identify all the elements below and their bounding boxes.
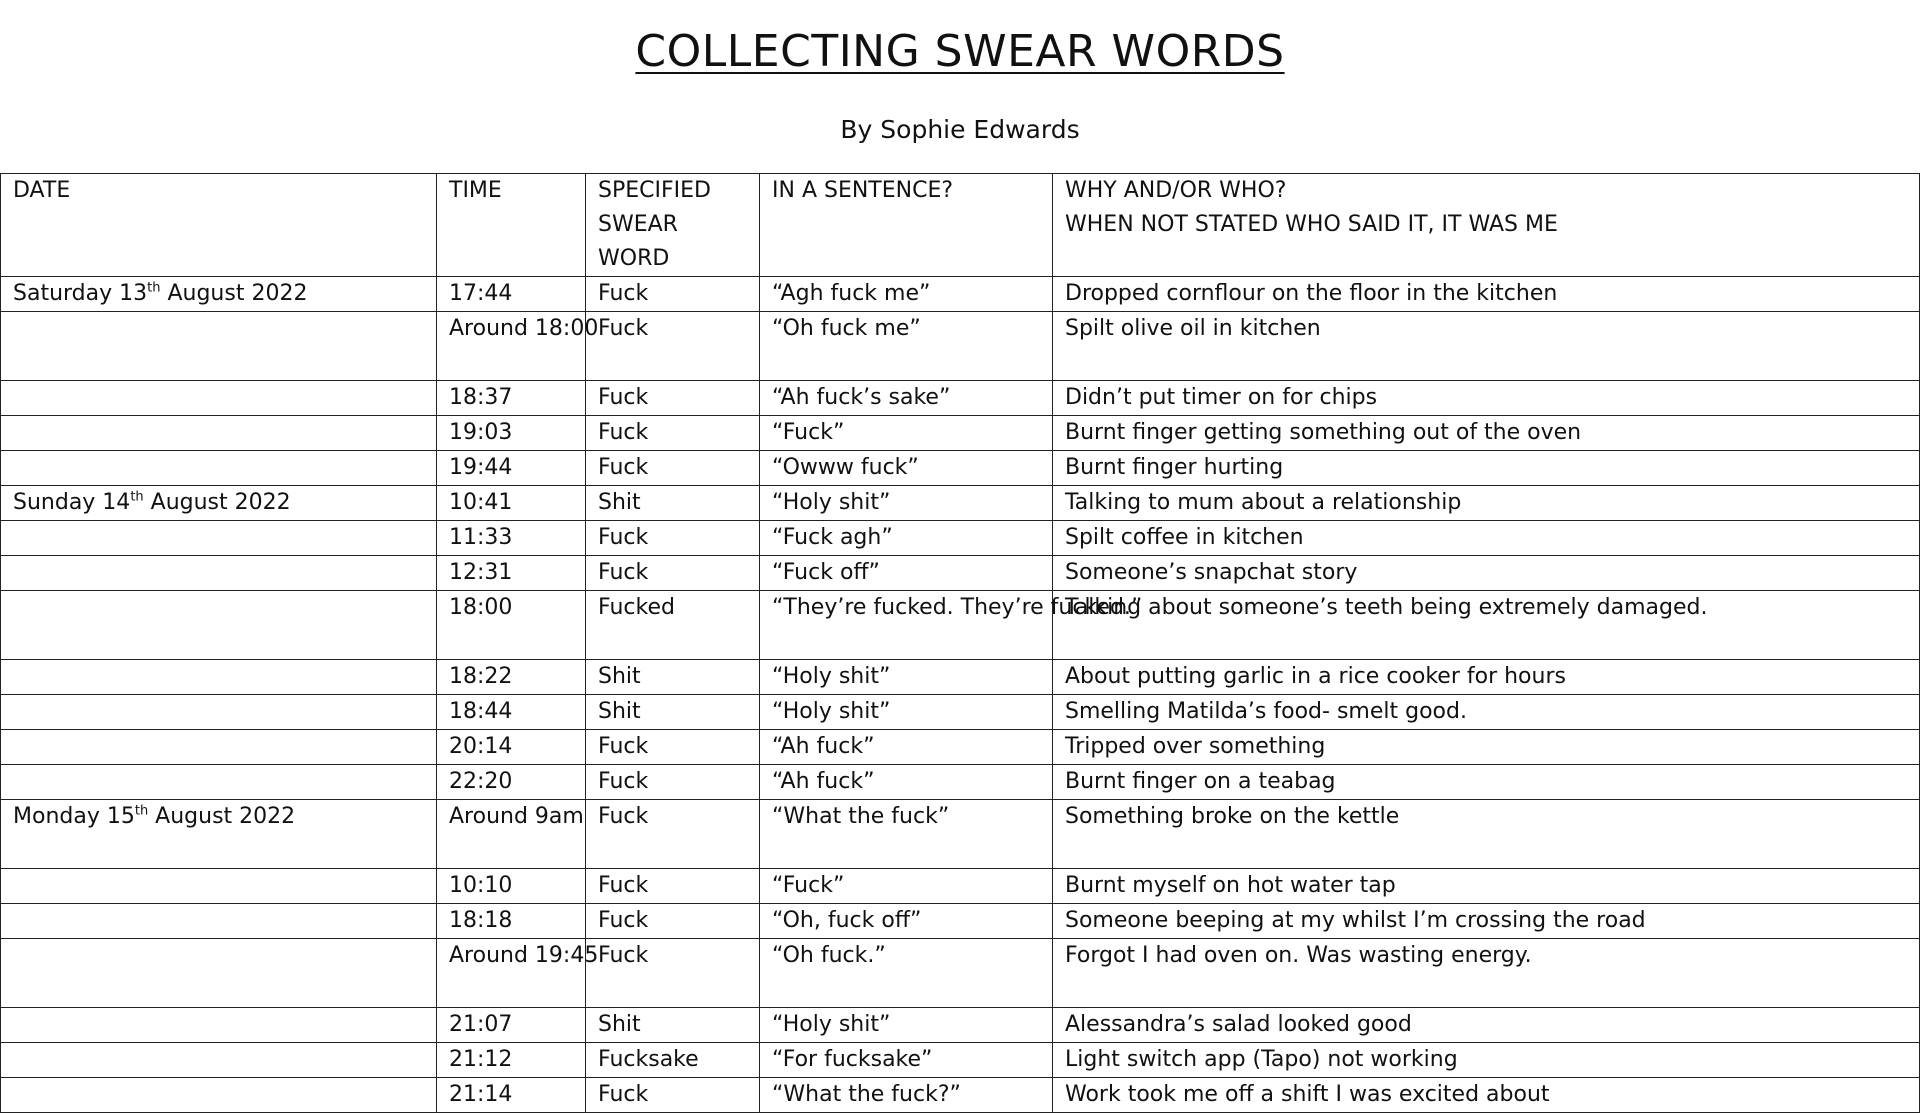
table-row [1, 939, 1920, 1008]
date-cell: Monday 15th August 2022 [1, 800, 437, 869]
document-title: COLLECTING SWEAR WORDS [635, 26, 1285, 77]
time-cell: Around 9am [437, 800, 586, 869]
time-cell: 18:22 [437, 660, 586, 695]
sentence-cell: “What the fuck” [760, 800, 1053, 869]
sentence-cell: “Holy shit” [760, 1008, 1053, 1043]
why-cell: Light switch app (Tapo) not working [1053, 1043, 1920, 1078]
word-cell: Fuck [586, 904, 760, 939]
word-cell: Fuck [586, 1078, 760, 1113]
table-header-row [1, 174, 1920, 277]
sentence-cell: “What the fuck?” [760, 1078, 1053, 1113]
sentence-cell: “Holy shit” [760, 695, 1053, 730]
sentence-cell: “Fuck off” [760, 556, 1053, 591]
why-cell: Spilt coffee in kitchen [1053, 521, 1920, 556]
word-cell: Fuck [586, 277, 760, 312]
sentence-cell: “For fucksake” [760, 1043, 1053, 1078]
word-cell: Fuck [586, 381, 760, 416]
sentence-cell: “Agh fuck me” [760, 277, 1053, 312]
sentence-cell: “Ah fuck’s sake” [760, 381, 1053, 416]
why-cell: Spilt olive oil in kitchen [1053, 312, 1920, 381]
sentence-cell: “Fuck” [760, 416, 1053, 451]
sentence-cell: “Fuck” [760, 869, 1053, 904]
time-cell: Around 19:45 [437, 939, 586, 1008]
table-row [1, 381, 1920, 416]
why-cell: Didn’t put timer on for chips [1053, 381, 1920, 416]
why-cell: Talking about someone’s teeth being extremely damaged. [1053, 591, 1920, 660]
time-cell: 18:37 [437, 381, 586, 416]
date-cell: Sunday 14th August 2022 [1, 486, 437, 521]
time-cell: Around 18:00 [437, 312, 586, 381]
word-cell: Fuck [586, 312, 760, 381]
word-cell: Shit [586, 486, 760, 521]
time-cell: 18:44 [437, 695, 586, 730]
table-row [1, 277, 1920, 312]
header-in-a-sentence: IN A SENTENCE? [760, 174, 1053, 277]
time-cell: 19:44 [437, 451, 586, 486]
date-cell [1, 1078, 437, 1113]
date-cell [1, 904, 437, 939]
why-cell: Burnt finger getting something out of the oven [1053, 416, 1920, 451]
why-cell: Alessandra’s salad looked good [1053, 1008, 1920, 1043]
header-why-and-or-who [1053, 174, 1920, 277]
sentence-cell: “Owww fuck” [760, 451, 1053, 486]
word-cell: Shit [586, 695, 760, 730]
table-row [1, 800, 1920, 869]
word-cell: Fuck [586, 939, 760, 1008]
word-cell: Fuck [586, 556, 760, 591]
time-cell: 20:14 [437, 730, 586, 765]
time-cell: 21:07 [437, 1008, 586, 1043]
time-cell: 18:00 [437, 591, 586, 660]
word-cell: Fuck [586, 416, 760, 451]
why-cell: About putting garlic in a rice cooker for hours [1053, 660, 1920, 695]
table-row [1, 312, 1920, 381]
table-row [1, 660, 1920, 695]
table-row [1, 1043, 1920, 1078]
header-why-line-1: WHY AND/OR WHO? [1065, 178, 1287, 203]
why-cell: Someone beeping at my whilst I’m crossing the road [1053, 904, 1920, 939]
sentence-cell: “Ah fuck” [760, 730, 1053, 765]
swear-word-log-table [0, 173, 1920, 1113]
date-cell: Saturday 13th August 2022 [1, 277, 437, 312]
word-cell: Fucked [586, 591, 760, 660]
table-row [1, 1078, 1920, 1113]
time-cell: 11:33 [437, 521, 586, 556]
sentence-cell: “Fuck agh” [760, 521, 1053, 556]
word-cell: Fucksake [586, 1043, 760, 1078]
word-cell: Fuck [586, 869, 760, 904]
word-cell: Shit [586, 1008, 760, 1043]
date-cell [1, 730, 437, 765]
date-cell [1, 381, 437, 416]
date-cell [1, 521, 437, 556]
date-cell [1, 765, 437, 800]
table-row [1, 486, 1920, 521]
table-row [1, 521, 1920, 556]
date-cell [1, 660, 437, 695]
why-cell: Work took me off a shift I was excited about [1053, 1078, 1920, 1113]
date-cell [1, 695, 437, 730]
sentence-cell: “Ah fuck” [760, 765, 1053, 800]
why-cell: Burnt finger on a teabag [1053, 765, 1920, 800]
word-cell: Fuck [586, 765, 760, 800]
date-cell [1, 556, 437, 591]
table-row [1, 904, 1920, 939]
date-cell [1, 591, 437, 660]
word-cell: Fuck [586, 521, 760, 556]
why-cell: Burnt myself on hot water tap [1053, 869, 1920, 904]
why-cell: Dropped cornflour on the floor in the kitchen [1053, 277, 1920, 312]
table-row [1, 765, 1920, 800]
time-cell: 22:20 [437, 765, 586, 800]
table-row [1, 695, 1920, 730]
date-cell [1, 869, 437, 904]
sentence-cell: “Holy shit” [760, 660, 1053, 695]
date-cell [1, 1043, 437, 1078]
why-cell: Someone’s snapchat story [1053, 556, 1920, 591]
table-row [1, 556, 1920, 591]
word-cell: Fuck [586, 451, 760, 486]
why-cell: Smelling Matilda’s food- smelt good. [1053, 695, 1920, 730]
date-cell [1, 312, 437, 381]
sentence-cell: “Oh fuck.” [760, 939, 1053, 1008]
header-date: DATE [1, 174, 437, 277]
date-cell [1, 451, 437, 486]
time-cell: 18:18 [437, 904, 586, 939]
sentence-cell: “Oh fuck me” [760, 312, 1053, 381]
word-cell: Fuck [586, 800, 760, 869]
time-cell: 17:44 [437, 277, 586, 312]
table-row [1, 1008, 1920, 1043]
time-cell: 10:10 [437, 869, 586, 904]
table-row [1, 591, 1920, 660]
time-cell: 21:14 [437, 1078, 586, 1113]
table-row [1, 416, 1920, 451]
why-cell: Talking to mum about a relationship [1053, 486, 1920, 521]
date-cell [1, 1008, 437, 1043]
time-cell: 10:41 [437, 486, 586, 521]
sentence-cell: “They’re fucked. They’re fucked.” [760, 591, 1053, 660]
word-cell: Shit [586, 660, 760, 695]
why-cell: Tripped over something [1053, 730, 1920, 765]
header-why-line-2: WHEN NOT STATED WHO SAID IT, IT WAS ME [1065, 212, 1558, 237]
sentence-cell: “Holy shit” [760, 486, 1053, 521]
header-time: TIME [437, 174, 586, 277]
time-cell: 21:12 [437, 1043, 586, 1078]
date-cell [1, 939, 437, 1008]
date-cell [1, 416, 437, 451]
document-author: By Sophie Edwards [840, 115, 1080, 144]
word-cell: Fuck [586, 730, 760, 765]
table-row [1, 730, 1920, 765]
table-row [1, 869, 1920, 904]
table-row [1, 451, 1920, 486]
why-cell: Something broke on the kettle [1053, 800, 1920, 869]
why-cell: Burnt finger hurting [1053, 451, 1920, 486]
sentence-cell: “Oh, fuck off” [760, 904, 1053, 939]
time-cell: 19:03 [437, 416, 586, 451]
why-cell: Forgot I had oven on. Was wasting energy. [1053, 939, 1920, 1008]
header-specified-swear-word: SPECIFIED SWEAR WORD [586, 174, 760, 277]
time-cell: 12:31 [437, 556, 586, 591]
